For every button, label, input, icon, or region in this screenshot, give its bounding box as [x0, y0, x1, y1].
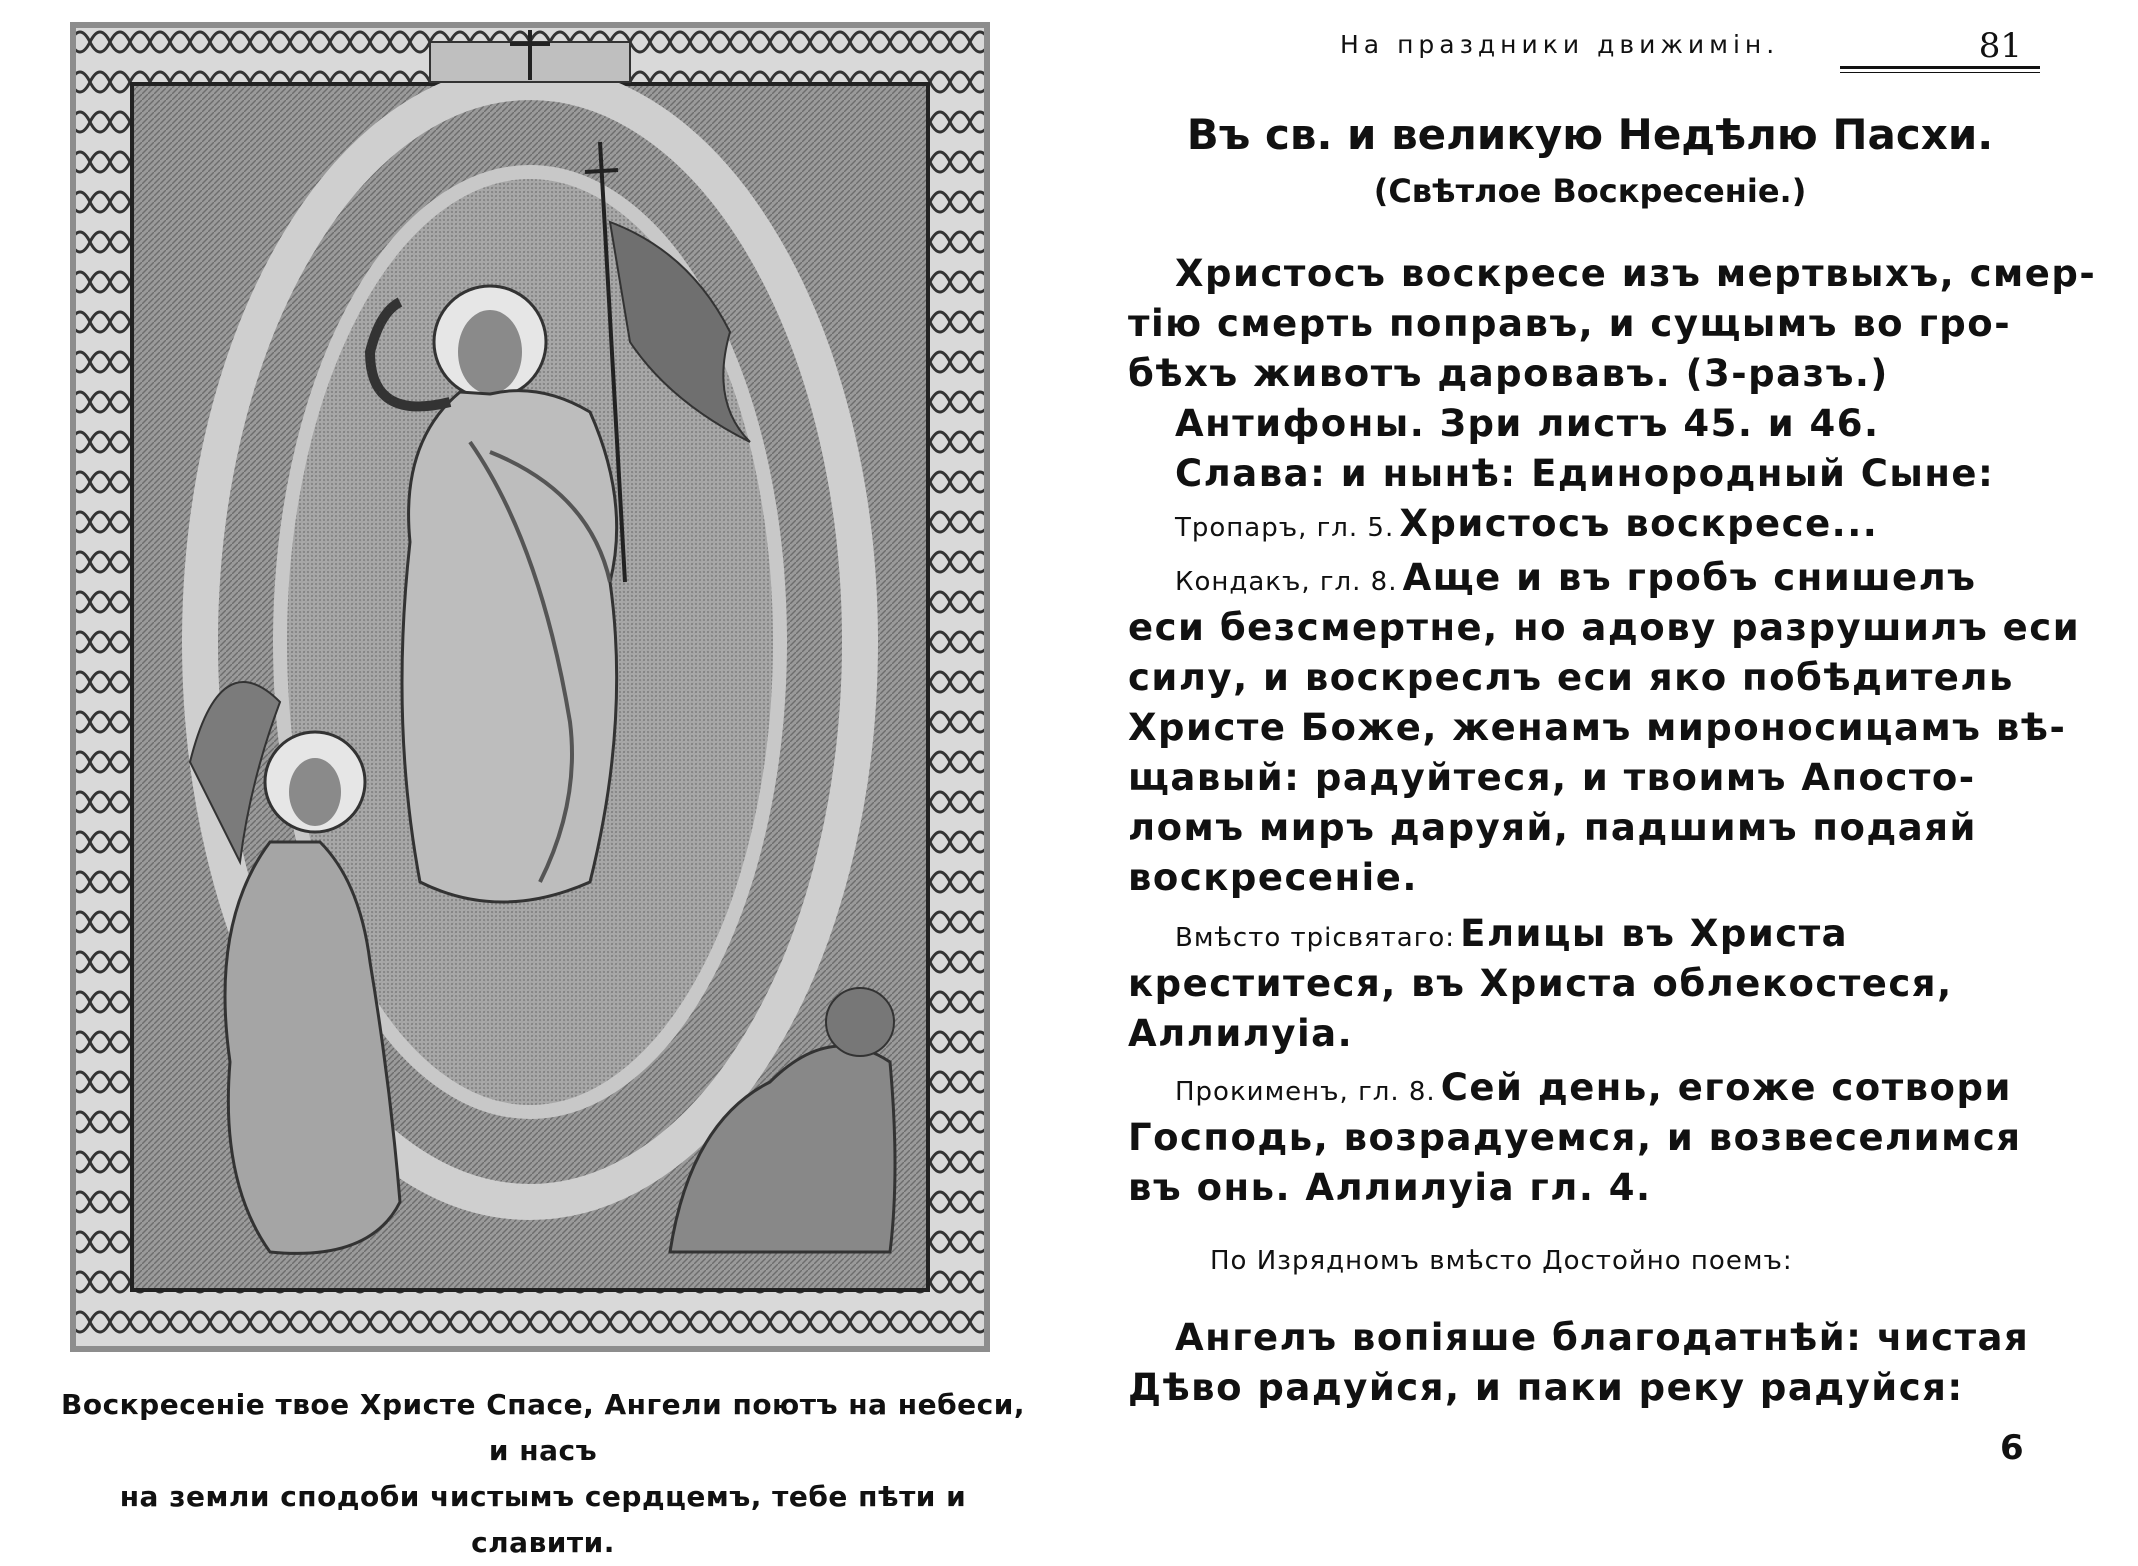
slava-line: Слава: и нынѣ: Единородный Сыне: — [1175, 452, 1995, 495]
kondak-label: Кондакъ, гл. 8. — [1175, 567, 1398, 597]
kondak-line: еси безсмертне, но адову разрушилъ еси — [1128, 606, 2081, 649]
caption-line: Воскресеніе твое Христе Спасе, Ангели поютъ на небеси, и насъ — [60, 1388, 1026, 1467]
page-number: 81 — [1978, 26, 2022, 66]
running-head — [1140, 26, 2040, 76]
caption-line: на земли сподоби чистымъ сердцемъ, тебе пѣти и славити. — [119, 1480, 967, 1559]
prokimen-text: Сей день, егоже сотвори — [1440, 1066, 2012, 1109]
trisagion-line: Аллилуіа. — [1128, 1012, 1354, 1055]
prokimen-line — [1175, 1066, 2075, 1109]
kondak-line: Христе Боже, женамъ мироносицамъ вѣ- — [1128, 706, 2067, 749]
troparion-line: Христосъ воскресе изъ мертвыхъ, смер- — [1175, 252, 2097, 295]
header-rule — [1840, 72, 2040, 73]
header-rule — [1840, 66, 2040, 69]
irmos-heading: По Изрядномъ вмѣсто Достойно поемъ: — [1210, 1246, 1793, 1276]
tropar-text: Христосъ воскресе... — [1399, 502, 1879, 545]
kondak-line — [1175, 556, 2075, 599]
irmos-line: Ангелъ вопіяше благодатнѣй: чистая — [1175, 1316, 2030, 1359]
page-subtitle: (Свѣтлое Воскресеніе.) — [1373, 172, 1807, 210]
kondak-line: силу, и воскреслъ еси яко побѣдитель — [1128, 656, 2014, 699]
kondak-line: щавый: радуйтеся, и твоимъ Апосто- — [1128, 756, 1976, 799]
prokimen-line: Господь, возрадуемся, и возвеселимся — [1128, 1116, 2022, 1159]
tropar-label: Тропаръ, гл. 5. — [1175, 513, 1395, 543]
prokimen-label: Прокименъ, гл. 8. — [1175, 1077, 1436, 1107]
tropar-line — [1175, 502, 2075, 545]
trisagion-line: креститеся, въ Христа облекостеся, — [1128, 962, 1953, 1005]
printer-signature: 6 — [2000, 1428, 2024, 1468]
kondak-line: ломъ миръ даруяй, падшимъ подаяй — [1128, 806, 1977, 849]
troparion-line: бѣхъ животъ даровавъ. (3-разъ.) — [1128, 352, 1889, 395]
trisagion-text: Елицы въ Христа — [1460, 912, 1849, 955]
running-title: На праздники движимін. — [1340, 30, 1780, 59]
antiphons-line: Антифоны. Зри листъ 45. и 46. — [1175, 402, 1880, 445]
kondak-text: Аще и въ гробъ снишелъ — [1402, 556, 1977, 599]
resurrection-engraving — [70, 22, 990, 1352]
prokimen-line: въ онь. Аллилуіа гл. 4. — [1128, 1166, 1652, 1209]
irmos-line: Дѣво радуйся, и паки реку радуйся: — [1128, 1366, 1964, 1409]
trisagion-line — [1175, 912, 2075, 955]
page-title: Въ св. и великую Недѣлю Пасхи. — [1186, 110, 1994, 159]
figure-caption — [48, 1382, 1038, 1566]
kondak-line: воскресеніе. — [1128, 856, 1418, 899]
trisagion-label: Вмѣсто трісвятаго: — [1175, 923, 1456, 953]
troparion-line: тію смерть поправъ, и сущымъ во гро- — [1128, 302, 2012, 345]
